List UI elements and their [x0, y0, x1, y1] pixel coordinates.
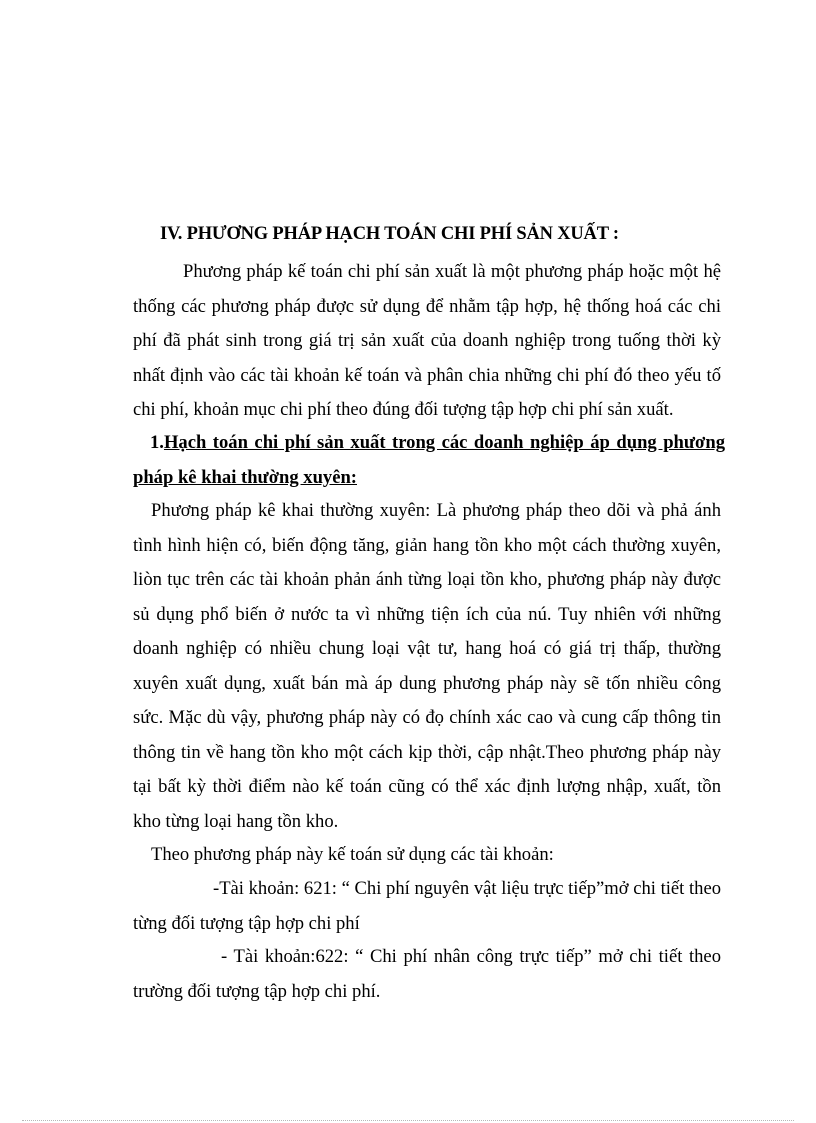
subsection-number: 1. [150, 432, 164, 453]
intro-paragraph: Phương pháp kế toán chi phí sản xuất là một phương pháp hoặc một hệ thống các phương pháp được sử dụng để nhằm tập hợp, hệ thống hoá các chi phí đã phát sinh trong giá trị sản xuất của doanh nghiệp trong tuống thời kỳ nhất định vào các tài khoản kế toán và phân chia những chi phí đó theo yếu tố chi phí, khoản mục chi phí theo đúng đối tượng tập hợp chi phí sản xuất. [133, 261, 721, 420]
accounts-intro-paragraph: Theo phương pháp này kế toán sử dụng các tài khoản: [151, 844, 554, 865]
page-bottom-divider [22, 1120, 794, 1121]
account-621-item: -Tài khoản: 621: “ Chi phí nguyên vật liệu trực tiếp”mở chi tiết theo từng đối tượng tập hợp chi phí [133, 878, 721, 934]
subsection-title: Hạch toán chi phí sản xuất trong các doanh nghiệp áp dụng phương pháp kê khai thường xuyên: [133, 432, 725, 488]
section-heading: IV. PHƯƠNG PHÁP HẠCH TOÁN CHI PHÍ SẢN XUẤT : [160, 224, 619, 244]
subsection-heading [133, 426, 725, 495]
method-description-paragraph: Phương pháp kê khai thường xuyên: Là phương pháp theo dõi và phả ánh tình hình hiện có, biến động tăng, giản hang tồn kho một cách thường xuyên, liòn tục trên các tài khoản phản ánh từng loại tồn kho, phương pháp này được sủ dụng phổ biến ở nước ta vì những tiện ích của nú. Tuy nhiên với những doanh nghiệp có nhiều chung loại vật tư, hang hoá có giá trị thấp, thường xuyên xuất dụng, xuất bán mà áp dung phương pháp này sẽ tốn nhiều công sức. Mặc dù vậy, phương pháp này có đọ chính xác cao và cung cấp thông tin thông tin về hang tồn kho một cách kịp thời, cập nhật.Theo phương pháp này tại bất kỳ thời điểm nào kế toán cũng có thể xác định lượng nhập, xuất, tồn kho từng loại hang tồn kho. [133, 500, 721, 832]
account-622-item: - Tài khoản:622: “ Chi phí nhân công trực tiếp” mở chi tiết theo trường đối tượng tập hợp chi phí. [133, 946, 721, 1002]
